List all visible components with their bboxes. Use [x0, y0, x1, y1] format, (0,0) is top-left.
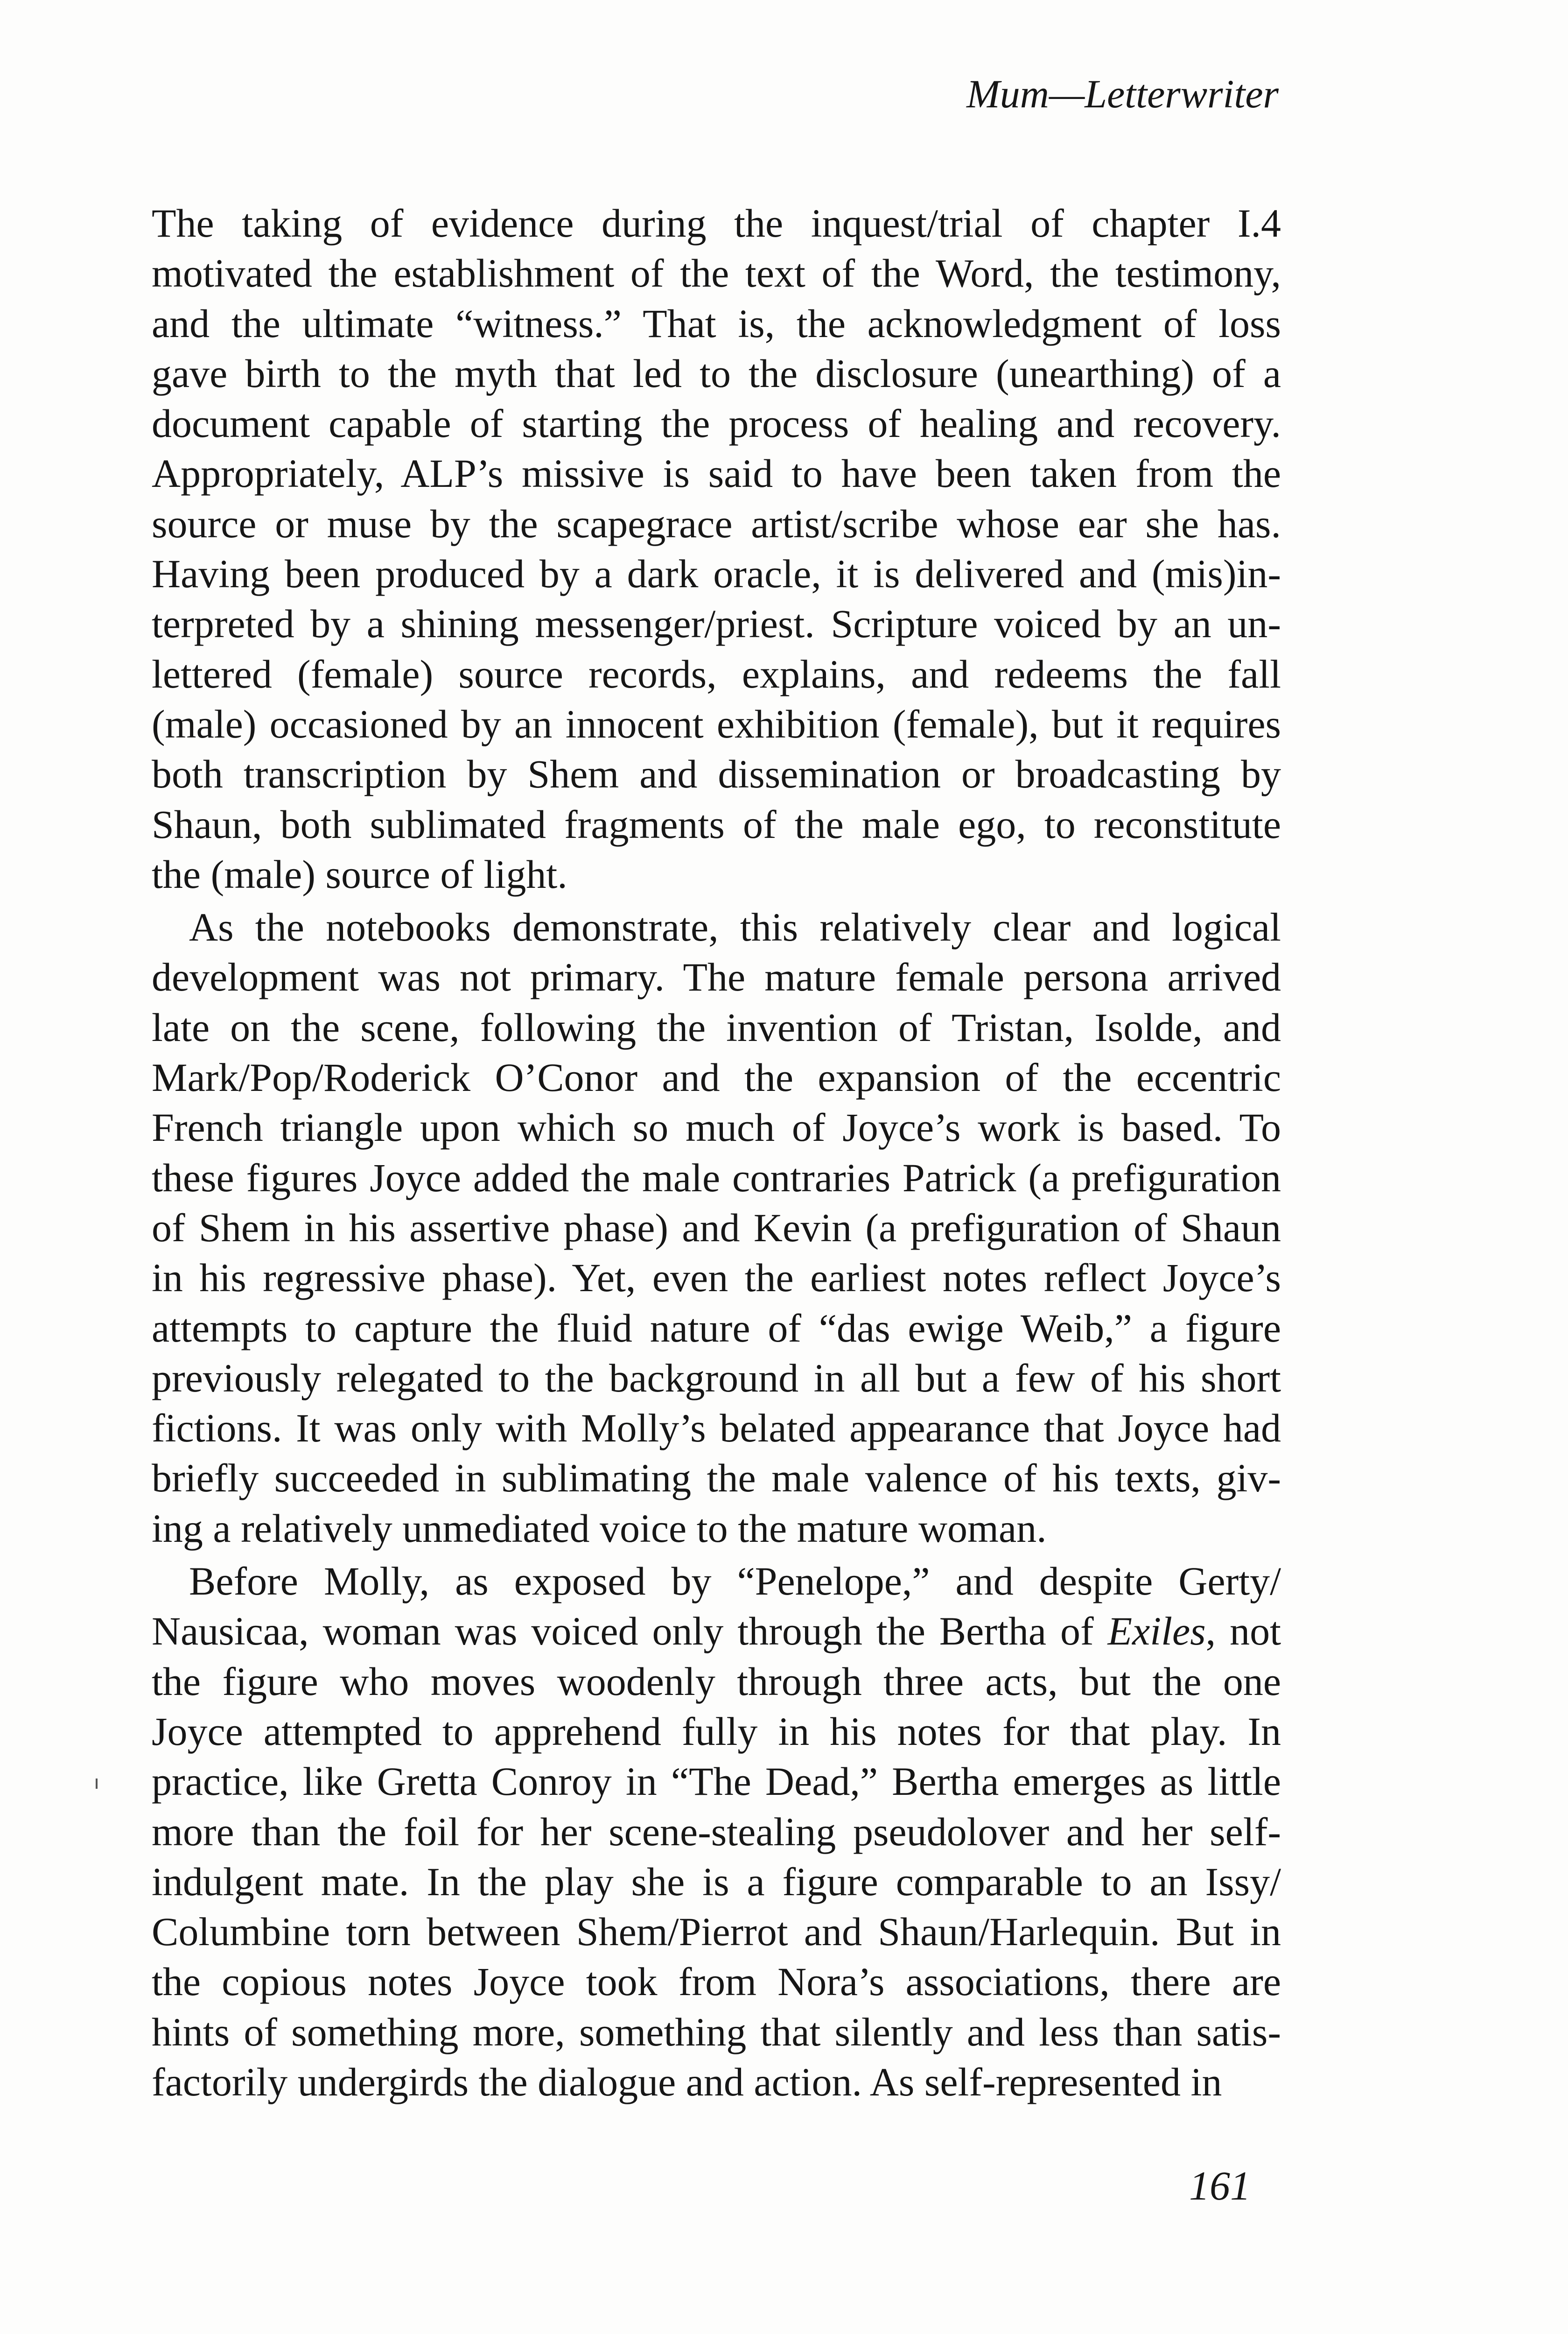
text-line: fictions. It was only with Molly’s belated appearance that Joyce had — [152, 1406, 1281, 1451]
text-line: factorily undergirds the dialogue and action. As self-represented in — [152, 2059, 1222, 2104]
text-line: Nausicaa, woman was voiced only through the Bertha of Exiles, not — [152, 1609, 1281, 1654]
text-line: more than the foil for her scene-stealing pseudolover and her self- — [152, 1809, 1281, 1854]
text-line: source or muse by the scapegrace artist/scribe whose ear she has. — [152, 501, 1281, 546]
text-line: gave birth to the myth that led to the disclosure (unearthing) of a — [152, 351, 1281, 396]
running-head: Mum—Letterwriter — [966, 71, 1279, 116]
text-line: Before Molly, as exposed by “Penelope,” and despite Gerty/ — [189, 1559, 1281, 1604]
paragraph — [152, 1556, 1281, 2107]
text-line: Appropriately, ALP’s missive is said to have been taken from the — [152, 451, 1281, 496]
paragraph — [152, 902, 1281, 1554]
text-line: indulgent mate. In the play she is a figure comparable to an Issy/ — [152, 1859, 1281, 1904]
text-line: Mark/Pop/Roderick O’Conor and the expansion of the eccentric — [152, 1055, 1281, 1100]
text-line: the figure who moves woodenly through three acts, but the one — [152, 1659, 1281, 1704]
text-line: motivated the establishment of the text of the Word, the testimony, — [152, 251, 1281, 296]
text-line: Joyce attempted to apprehend fully in his notes for that play. In — [152, 1708, 1281, 1754]
text-line: late on the scene, following the invention of Tristan, Isolde, and — [152, 1005, 1281, 1050]
text-line: the copious notes Joyce took from Nora’s associations, there are — [152, 1959, 1281, 2004]
text-line: these figures Joyce added the male contraries Patrick (a prefiguration — [152, 1155, 1281, 1200]
text-line: attempts to capture the fluid nature of “das ewige Weib,” a figure — [152, 1305, 1281, 1350]
text-line: hints of something more, something that silently and less than satis- — [152, 2009, 1281, 2054]
text-line: in his regressive phase). Yet, even the earliest notes reflect Joyce’s — [152, 1255, 1281, 1301]
text-line: French triangle upon which so much of Joyce’s work is based. To — [152, 1105, 1281, 1150]
text-line: of Shem in his assertive phase) and Kevin (a prefiguration of Shaun — [152, 1205, 1281, 1250]
text-line: and the ultimate “witness.” That is, the acknowledgment of loss — [152, 301, 1281, 346]
margin-mark — [96, 1779, 98, 1789]
text-line: ing a relatively unmediated voice to the mature woman. — [152, 1505, 1047, 1551]
text-line: Shaun, both sublimated fragments of the male ego, to reconstitute — [152, 801, 1281, 847]
text-line: previously relegated to the background in all but a few of his short — [152, 1355, 1281, 1400]
text-line: As the notebooks demonstrate, this relatively clear and logical — [189, 905, 1281, 950]
page-number: 161 — [1189, 2164, 1251, 2209]
paragraph — [152, 198, 1281, 900]
text-line: lettered (female) source records, explains, and redeems the fall — [152, 651, 1281, 696]
text-line: (male) occasioned by an innocent exhibition (female), but it requires — [152, 701, 1281, 746]
text-line: the (male) source of light. — [152, 851, 567, 897]
text-line: Columbine torn between Shem/Pierrot and Shaun/Harlequin. But in — [152, 1909, 1281, 1954]
text-line: Having been produced by a dark oracle, it is delivered and (mis)in- — [152, 551, 1281, 597]
text-line: development was not primary. The mature female persona arrived — [152, 955, 1281, 1000]
body-text — [152, 198, 1281, 2110]
text-line: briefly succeeded in sublimating the male valence of his texts, giv- — [152, 1455, 1281, 1501]
text-line: practice, like Gretta Conroy in “The Dead,” Bertha emerges as little — [152, 1759, 1281, 1804]
text-line: both transcription by Shem and dissemination or broadcasting by — [152, 752, 1281, 797]
text-line: The taking of evidence during the inquest/trial of chapter I.4 — [152, 201, 1281, 246]
text-line: document capable of starting the process of healing and recovery. — [152, 401, 1281, 446]
text-line: terpreted by a shining messenger/priest. Scripture voiced by an un- — [152, 601, 1281, 647]
